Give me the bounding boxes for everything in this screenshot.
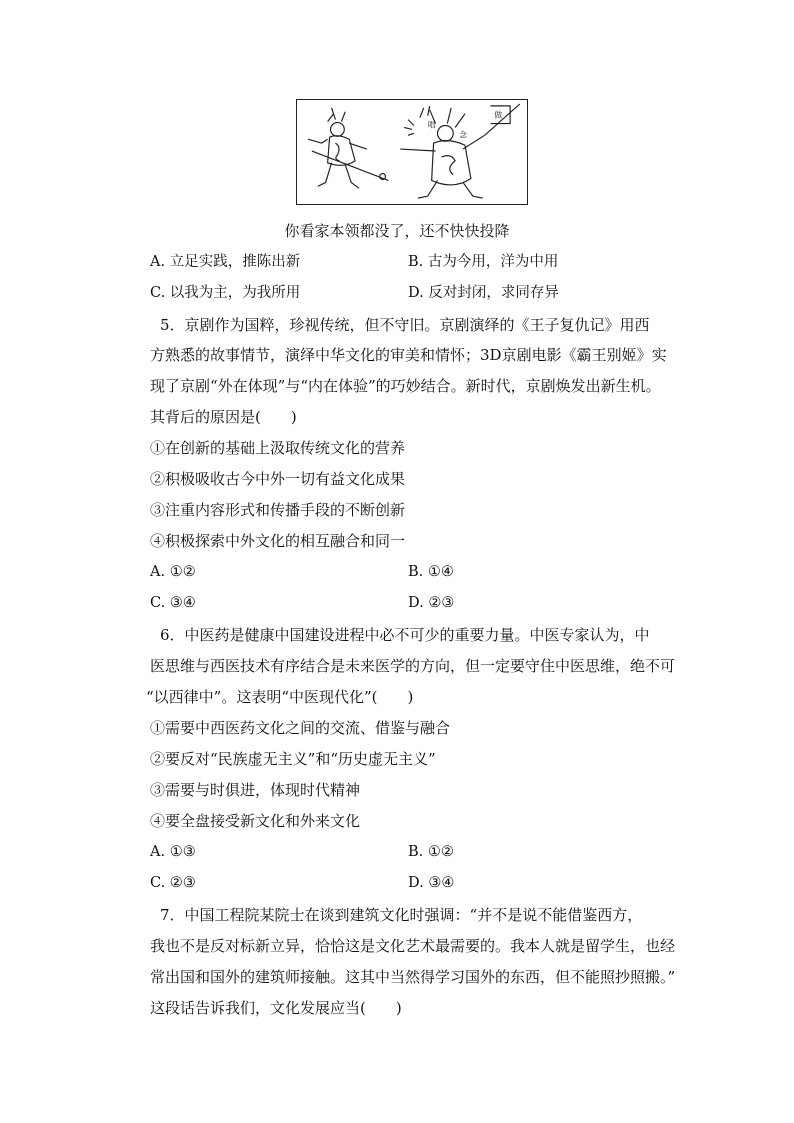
q4-option-a[interactable]: A. 立足实践，推陈出新 [150, 254, 301, 270]
q5-option-b[interactable]: B. ①④ [408, 564, 454, 580]
q5-item-3: ③注重内容形式和传播手段的不断创新 [150, 501, 406, 519]
cartoon-label-mid: 念 [459, 130, 467, 140]
q6-option-a[interactable]: A. ①③ [150, 844, 196, 860]
q5-option-c[interactable]: C. ③④ [150, 595, 196, 611]
q7-stem-line-3: 常出国和国外的建筑师接触。这其中当然得学习国外的东西，但不能照抄照搬。” [150, 968, 676, 986]
q4-option-d[interactable]: D. 反对封闭，求同存异 [408, 285, 559, 301]
q7-stem-line-4: 这段话告诉我们，文化发展应当( ) [150, 999, 402, 1017]
q5-item-1: ①在创新的基础上汲取传统文化的营养 [150, 439, 406, 457]
cartoon-label-left: 唱 [427, 120, 436, 130]
q5-option-d[interactable]: D. ②③ [408, 595, 455, 611]
cartoon-image [296, 99, 528, 205]
q4-option-b[interactable]: B. 古为今用，洋为中用 [408, 254, 559, 270]
cartoon-label-flag: 做 [494, 110, 503, 120]
q5-stem-line-2: 方熟悉的故事情节，演绎中华文化的审美和情怀；3D京剧电影《霸王别姬》实 [150, 346, 667, 364]
q4-option-c[interactable]: C. 以我为主，为我所用 [150, 285, 301, 301]
q6-stem-line-3: “以西律中”。这表明“中医现代化”( ) [146, 688, 414, 706]
q6-item-2: ②要反对“民族虚无主义”和“历史虚无主义” [150, 750, 436, 768]
q6-item-3: ③需要与时俱进，体现时代精神 [150, 781, 361, 799]
q6-stem-line-2: 医思维与西医技术有序结合是未来医学的方向，但一定要守住中医思维，绝不可 [150, 657, 676, 675]
q6-option-d[interactable]: D. ③④ [408, 875, 455, 891]
q5-item-4: ④积极探索中外文化的相互融合和同一 [150, 532, 406, 550]
q6-option-b[interactable]: B. ①② [408, 844, 454, 860]
q7-stem-line-2: 我也不是反对标新立异，恰恰这是文化艺术最需要的。我本人就是留学生，也经 [150, 937, 676, 955]
q6-stem-line-1: 6．中医药是健康中国建设进程中必不可少的重要力量。中医专家认为，中 [160, 626, 650, 644]
cartoon-caption: 你看家本领都没了，还不快快投降 [284, 222, 510, 240]
cartoon-drawing [297, 100, 527, 204]
q5-item-2: ②积极吸收古今中外一切有益文化成果 [150, 470, 406, 488]
q6-option-c[interactable]: C. ②③ [150, 875, 196, 891]
q6-item-4: ④要全盘接受新文化和外来文化 [150, 812, 361, 830]
q5-option-a[interactable]: A. ①② [150, 564, 196, 580]
q5-stem-line-4: 其背后的原因是( ) [150, 408, 297, 426]
q7-stem-line-1: 7．中国工程院某院士在谈到建筑文化时强调：“并不是说不能借鉴西方， [160, 906, 643, 924]
q6-item-1: ①需要中西医药文化之间的交流、借鉴与融合 [150, 719, 451, 737]
q5-stem-line-3: 现了京剧“外在体现”与“内在体验”的巧妙结合。新时代，京剧焕发出新生机。 [150, 377, 661, 395]
q5-stem-line-1: 5．京剧作为国粹，珍视传统，但不守旧。京剧演绎的《王子复仇记》用西 [160, 316, 650, 334]
